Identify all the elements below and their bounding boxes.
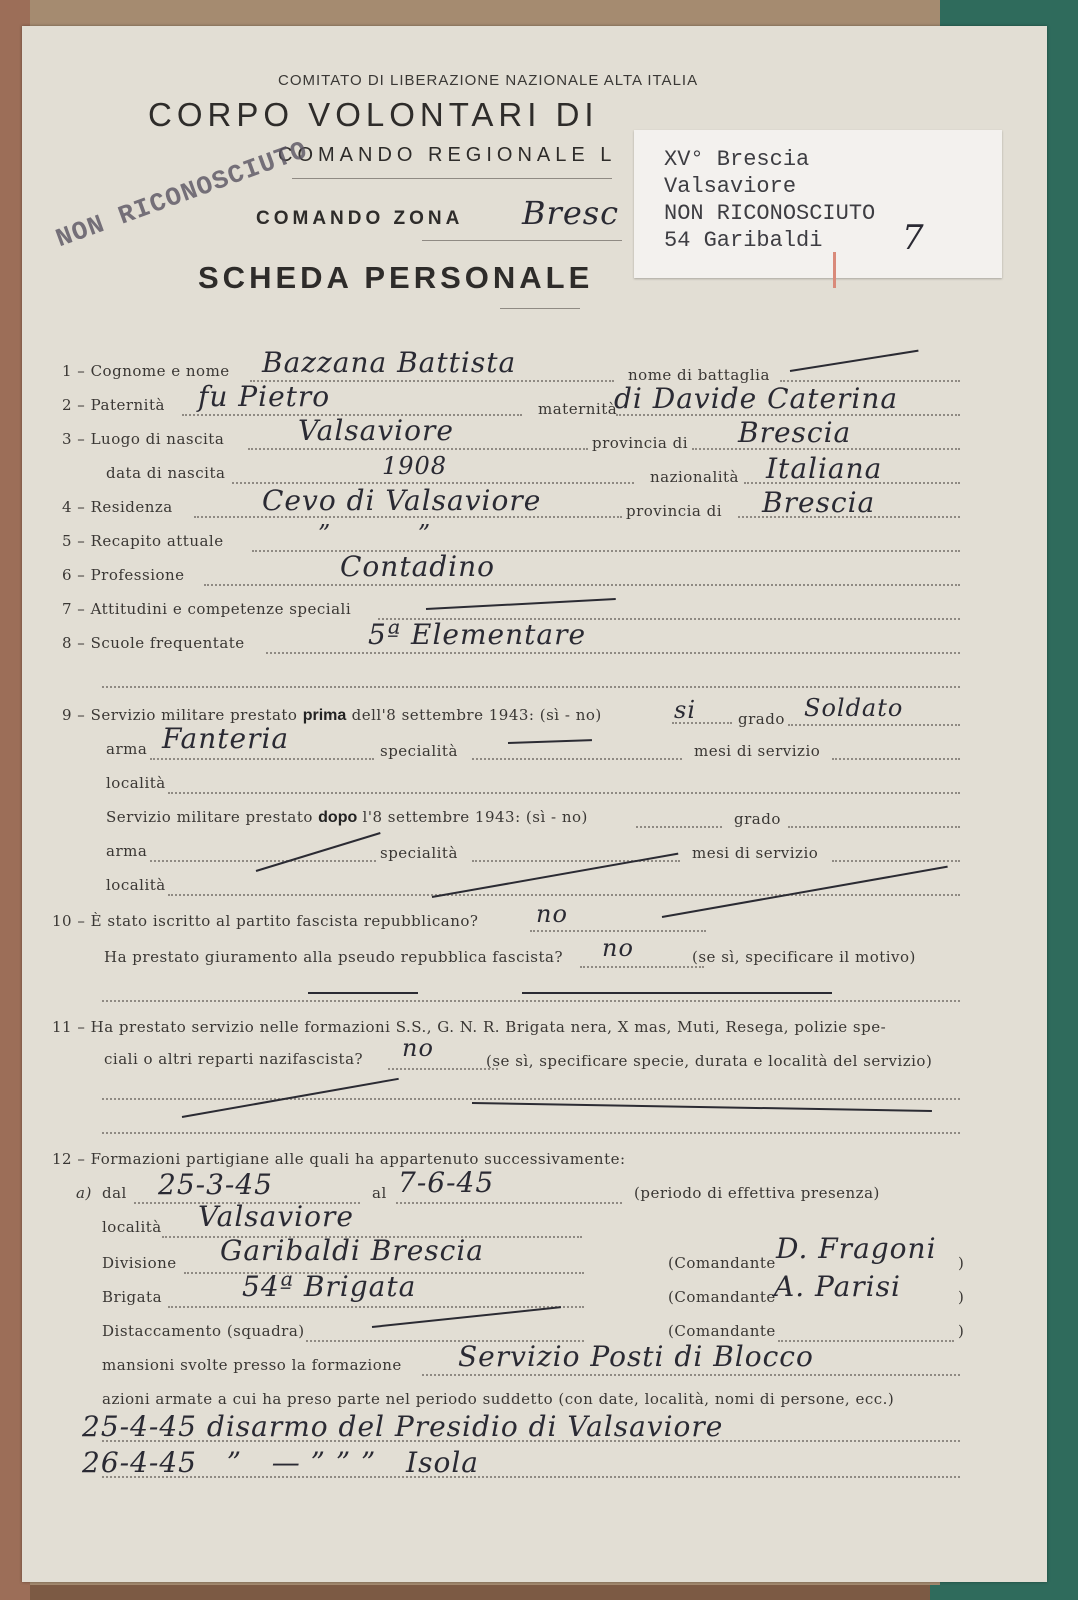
rank-after-line (788, 826, 960, 828)
page-title: SCHEDA PERSONALE (198, 260, 594, 295)
battle-name-dash (790, 350, 919, 372)
fascist-party-label: 10 – È stato iscritto al partito fascista repubblicano? (52, 912, 479, 930)
detachment-commander-close: ) (958, 1322, 965, 1340)
regional-heading: COMANDO REGIONALE L (278, 144, 617, 166)
current-address-value: ” ” (318, 520, 471, 548)
red-tab (833, 252, 836, 288)
armed-actions-label: azioni armate a cui ha preso parte nel periodo suddetto (con date, località, nomi di persone, ecc.) (102, 1390, 895, 1408)
slip-mark: 7 (902, 218, 925, 258)
detachment-label: Distaccamento (squadra) (102, 1322, 305, 1340)
specialty-before-label: specialità (380, 742, 458, 760)
personal-record-sheet (22, 26, 1047, 1582)
months-before-label: mesi di servizio (694, 742, 821, 760)
rank-before-line (788, 724, 960, 726)
birthplace-label: 3 – Luogo di nascita (62, 430, 225, 448)
duties-label: mansioni svolte presso la formazione (102, 1356, 402, 1374)
oath-line (580, 966, 704, 968)
zone-label: COMANDO ZONA (256, 208, 464, 229)
location-before-line (168, 792, 960, 794)
current-address-label: 5 – Recapito attuale (62, 532, 224, 550)
nazi-service-dash-2 (472, 1102, 932, 1112)
brigade-commander-label: (Comandante (668, 1288, 776, 1306)
nazi-service-value: no (402, 1034, 434, 1062)
oath-dash-1 (308, 992, 418, 994)
residence-value: Cevo di Valsaviore (262, 484, 542, 517)
armed-actions-entry-1: 25-4-45 disarmo del Presidio di Valsaviore (82, 1410, 724, 1443)
arm-after-line (150, 860, 376, 862)
corps-heading: CORPO VOLONTARI DI (148, 96, 599, 133)
formation-location-label: località (102, 1218, 162, 1236)
brigade-line (168, 1306, 584, 1308)
armed-actions-entry-2: 26-4-45 ” — ” ” ” Isola (82, 1446, 479, 1479)
oath-note: (se sì, specificare il motivo) (692, 948, 916, 966)
to-value: 7-6-45 (398, 1166, 495, 1199)
birthplace-line (248, 448, 588, 450)
birthplace-value: Valsaviore (298, 414, 454, 447)
from-value: 25-3-45 (158, 1168, 273, 1201)
military-after-label-a: Servizio militare prestato (106, 808, 313, 826)
nationality-value: Italiana (766, 452, 883, 485)
birthdate-value: 1908 (382, 452, 448, 480)
military-after-dopo: dopo (318, 809, 358, 826)
non-riconosciuto-stamp: NON RICONOSCIUTO (52, 135, 312, 255)
maternity-label: maternità (538, 400, 618, 418)
schools-value: 5ª Elementare (368, 618, 587, 651)
surname-name-label: 1 – Cognome e nome (62, 362, 230, 380)
archive-label-slip (634, 130, 1002, 278)
paternity-label: 2 – Paternità (62, 396, 165, 414)
partisan-formations-label: 12 – Formazioni partigiane alle quali ha appartenuto successivamente: (52, 1150, 626, 1168)
brigade-value: 54ª Brigata (242, 1270, 417, 1303)
division-commander-label: (Comandante (668, 1254, 776, 1272)
to-line (396, 1202, 622, 1204)
special-skills-label: 7 – Attitudini e competenze speciali (62, 600, 352, 618)
rank-before-value: Soldato (804, 694, 904, 722)
arm-before-label: arma (106, 740, 148, 758)
title-rule (500, 308, 580, 309)
slip-line-3: NON RICONOSCIUTO (664, 201, 876, 226)
nazi-service-line-2 (102, 1098, 960, 1100)
to-label: al (372, 1184, 387, 1202)
duties-line (422, 1374, 960, 1376)
battle-name-label: nome di battaglia (628, 366, 770, 384)
arm-after-label: arma (106, 842, 148, 860)
oath-value: no (602, 934, 634, 962)
profession-value: Contadino (340, 550, 496, 583)
months-before-line (832, 758, 960, 760)
location-after-label: località (106, 876, 166, 894)
brigade-commander-value: A. Parisi (774, 1270, 901, 1303)
slip-line-4: 54 Garibaldi (664, 228, 823, 253)
profession-line (204, 584, 960, 586)
special-skills-dash (426, 598, 616, 610)
birthdate-label: data di nascita (106, 464, 226, 482)
location-after-dash-2 (662, 866, 948, 918)
months-after-label: mesi di servizio (692, 844, 819, 862)
military-after-label-b: l'8 settembre 1943: (sì - no) (362, 808, 588, 826)
specialty-before-line (472, 758, 682, 760)
birth-province-value: Brescia (738, 416, 852, 449)
arm-before-line (150, 758, 374, 760)
oath-label: Ha prestato giuramento alla pseudo repubblica fascista? (104, 948, 564, 966)
nazi-service-line (388, 1068, 498, 1070)
residence-province-value: Brescia (762, 486, 876, 519)
residence-label: 4 – Residenza (62, 498, 173, 516)
schools-label: 8 – Scuole frequentate (62, 634, 245, 652)
from-label: dal (102, 1184, 127, 1202)
birth-province-label: provincia di (592, 434, 689, 452)
military-before-value: si (674, 696, 696, 724)
brigade-commander-close: ) (958, 1288, 965, 1306)
division-commander-value: D. Fragoni (776, 1232, 937, 1265)
nazi-service-label-2: ciali o altri reparti nazifascista? (104, 1050, 364, 1068)
nationality-label: nazionalità (650, 468, 740, 486)
slip-line-2: Valsaviore (664, 174, 797, 199)
arm-after-dash (256, 832, 381, 872)
location-before-label: località (106, 774, 166, 792)
oath-line-2 (102, 1000, 960, 1002)
months-after-line (832, 860, 960, 862)
nazi-service-line-3 (102, 1132, 960, 1134)
military-before-label-a: 9 – Servizio militare prestato (62, 706, 298, 724)
rank-after-label: grado (734, 810, 781, 828)
fascist-party-value: no (536, 900, 568, 928)
committee-heading: COMITATO DI LIBERAZIONE NAZIONALE ALTA ITALIA (278, 72, 699, 89)
nazi-service-note: (se sì, specificare specie, durata e località del servizio) (486, 1052, 933, 1070)
arm-before-value: Fanteria (162, 722, 290, 755)
military-before-prima: prima (302, 707, 347, 724)
schools-line (266, 652, 960, 654)
schools-line-2 (102, 686, 960, 688)
military-before-label (62, 706, 602, 725)
military-before-label-b: dell'8 settembre 1943: (sì - no) (351, 706, 602, 724)
residence-province-label: provincia di (626, 502, 723, 520)
formation-location-value: Valsaviore (198, 1200, 354, 1233)
division-commander-close: ) (958, 1254, 965, 1272)
military-after-yesno-line (636, 826, 722, 828)
division-label: Divisione (102, 1254, 177, 1272)
detachment-commander-label: (Comandante (668, 1322, 776, 1340)
nazi-service-label: 11 – Ha prestato servizio nelle formazioni S.S., G. N. R. Brigata nera, X mas, Muti, Resega, polizie spe- (52, 1018, 887, 1036)
zone-value: Bresc (522, 194, 620, 232)
specialty-after-line (472, 860, 680, 862)
profession-label: 6 – Professione (62, 566, 185, 584)
specialty-after-label: specialità (380, 844, 458, 862)
specialty-before-dash (508, 739, 592, 744)
oath-dash-2 (522, 992, 832, 994)
detachment-dash (372, 1306, 561, 1328)
item-a-label: a) (76, 1184, 92, 1202)
paternity-value: fu Pietro (198, 380, 331, 413)
location-after-line (168, 894, 960, 896)
military-after-label (106, 808, 588, 827)
duties-value: Servizio Posti di Blocco (458, 1340, 814, 1373)
surname-name-value: Bazzana Battista (262, 346, 517, 379)
brigade-label: Brigata (102, 1288, 163, 1306)
fascist-party-line (530, 930, 706, 932)
period-note: (periodo di effettiva presenza) (634, 1184, 880, 1202)
division-value: Garibaldi Brescia (220, 1234, 484, 1267)
slip-line-1: XV° Brescia (664, 147, 810, 172)
rank-before-label: grado (738, 710, 785, 728)
maternity-value: di Davide Caterina (614, 382, 899, 415)
zone-rule (422, 240, 622, 241)
header-rule (292, 178, 612, 179)
